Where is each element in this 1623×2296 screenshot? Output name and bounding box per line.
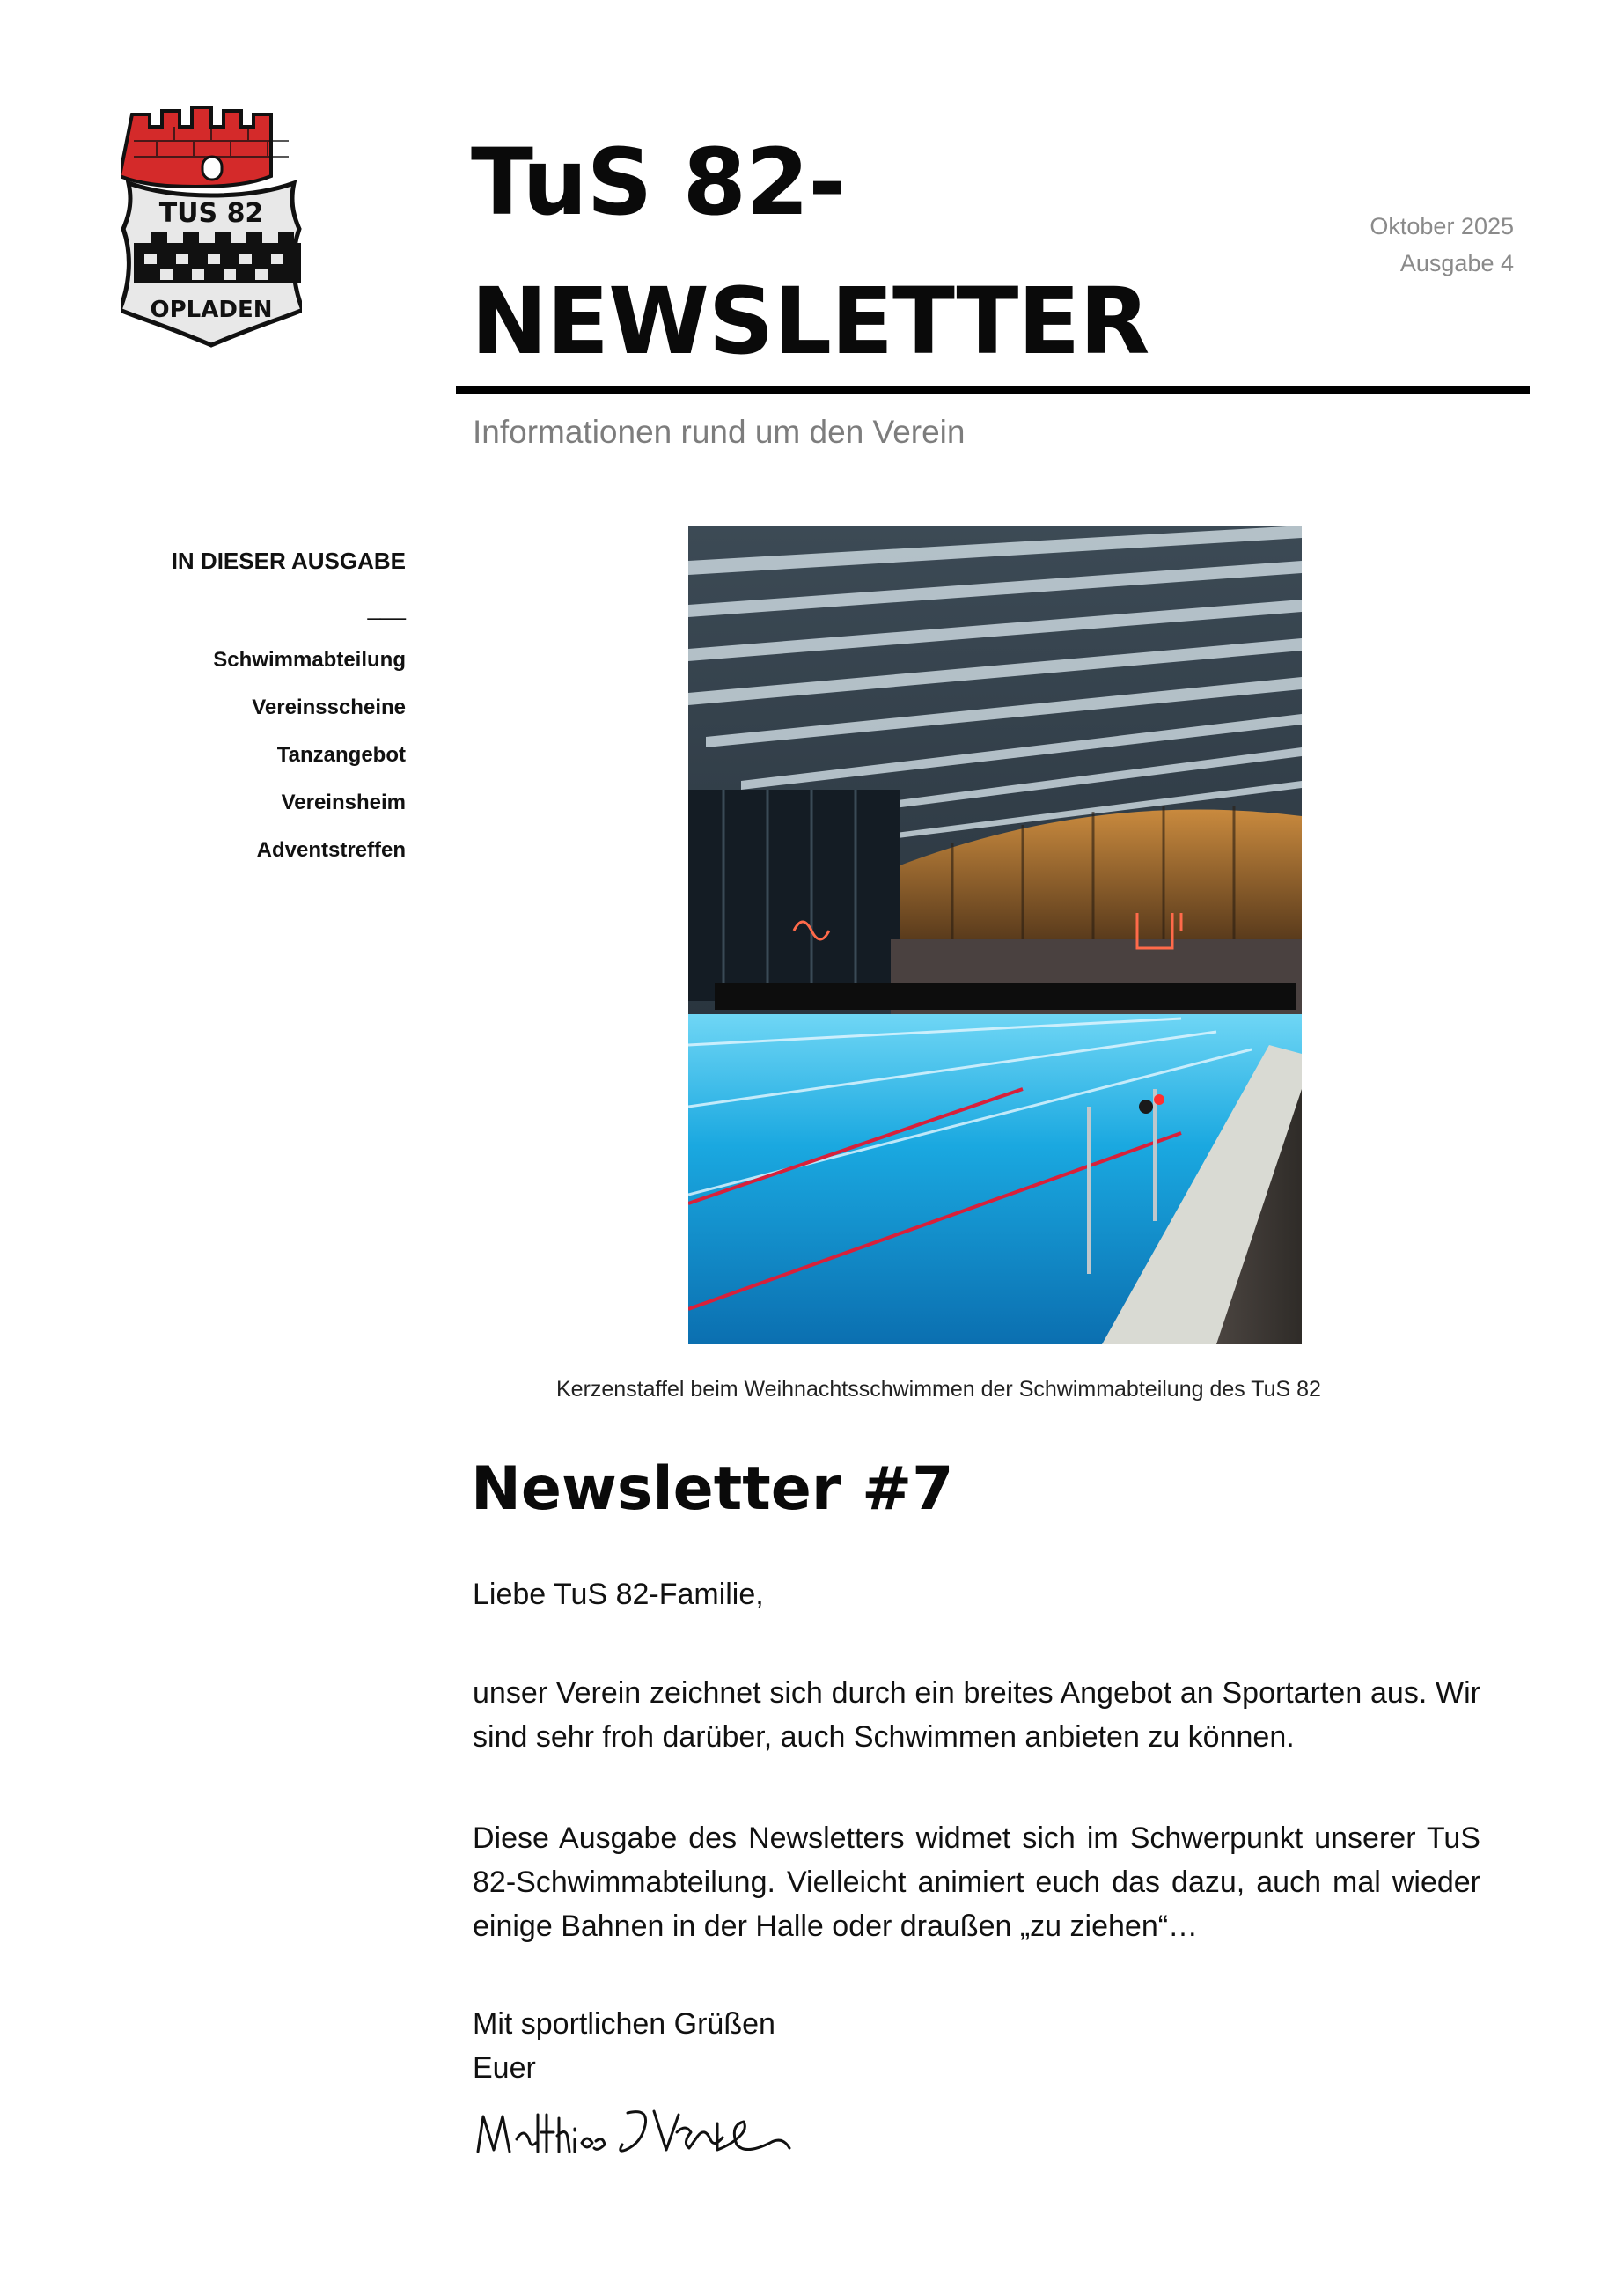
toc-separator: ___ [367, 594, 406, 621]
issue-info [1370, 208, 1514, 282]
toc-item-vereinsscheine: Vereinsscheine [252, 695, 406, 719]
newsletter-title [471, 113, 1149, 391]
paragraph-2: Diese Ausgabe des Newsletters widmet sich im Schwerpunkt unserer TuS 82-Schwimmabteilung. Vielleicht animiert euch das dazu, auch mal wieder einige Bahnen in der Halle oder draußen „zu ziehen“… [473, 1821, 1480, 1943]
greeting: Liebe TuS 82-Familie, [473, 1578, 764, 1611]
subtitle: Informationen rund um den Verein [473, 414, 966, 450]
closing-line-2: Euer [473, 2051, 536, 2085]
toc-item-schwimmabteilung: Schwimmabteilung [213, 648, 406, 672]
toc-item-vereinsheim: Vereinsheim [281, 791, 406, 814]
handwritten-signature [473, 2097, 825, 2167]
logo-text-bottom: OPLADEN [150, 297, 273, 323]
club-logo [121, 102, 302, 357]
title-rule [456, 386, 1530, 394]
table-of-contents [54, 548, 406, 874]
title-line-2: NEWSLETTER [471, 268, 1149, 375]
logo-text-top: TUS 82 [158, 198, 264, 229]
toc-heading: IN DIESER AUSGABE [171, 548, 406, 574]
issue-date: Oktober 2025 [1370, 213, 1514, 239]
article-headline: Newsletter #7 [471, 1454, 954, 1524]
title-line-1: TuS 82- [471, 129, 846, 236]
paragraph-1: unser Verein zeichnet sich durch ein breites Angebot an Sportarten aus. Wir sind sehr froh darüber, auch Schwimmen anbieten zu können. [473, 1676, 1480, 1754]
closing [473, 2002, 1089, 2090]
photo-caption: Kerzenstaffel beim Weihnachtsschwimmen der Schwimmabteilung des TuS 82 [556, 1377, 1321, 1402]
toc-item-adventstreffen: Adventstreffen [256, 838, 406, 862]
closing-line-1: Mit sportlichen Grüßen [473, 2007, 775, 2041]
toc-item-tanzangebot: Tanzangebot [276, 743, 406, 767]
pool-photo [688, 526, 1302, 1344]
issue-number: Ausgabe 4 [1399, 250, 1514, 276]
